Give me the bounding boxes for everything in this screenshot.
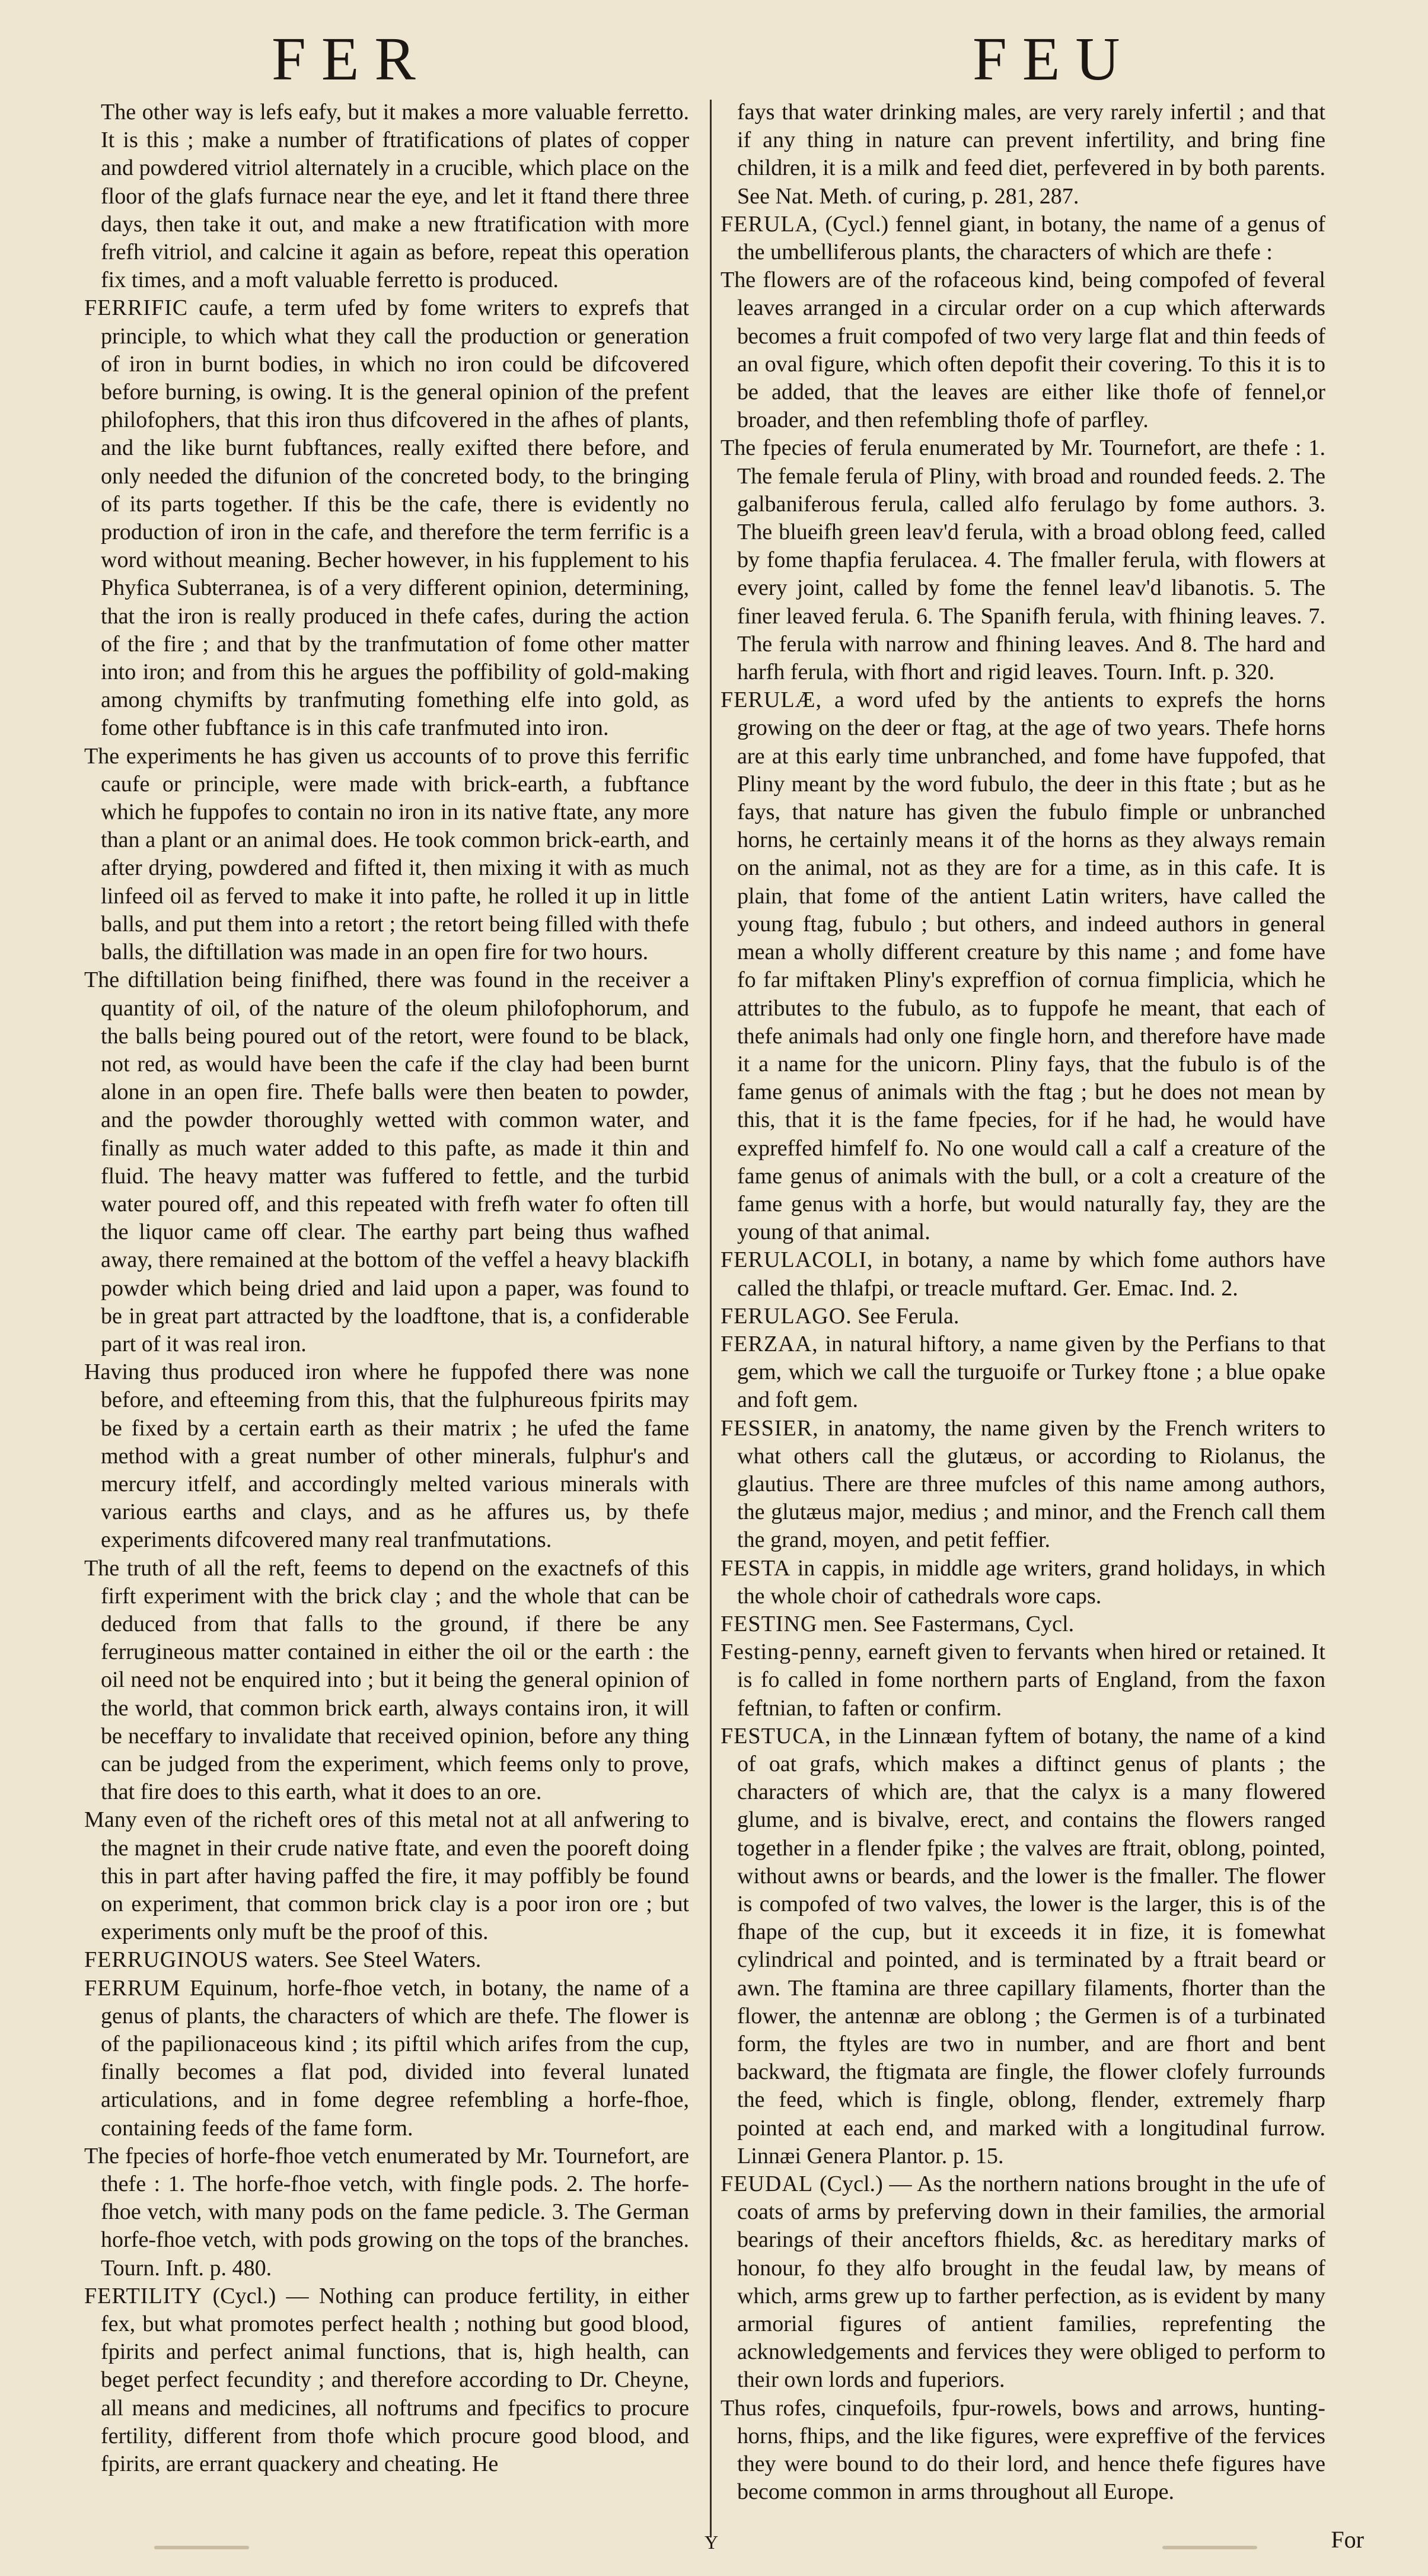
entry-paragraph (84, 2142, 689, 2282)
dictionary-entry (721, 1415, 1325, 1555)
entry-headword: FERZAA, (721, 1331, 818, 1357)
entry-text: men. See Fastermans, Cycl. (823, 1611, 1075, 1636)
catchword: For (1331, 2526, 1364, 2553)
entry-headword: Festing-penny, (721, 1639, 862, 1665)
dictionary-entry (721, 1246, 1325, 1302)
entry-text: in anatomy, the name given by the French writers to what others call the glutæus, or according to Riolanus, the glautius. There are three mufcles of this name among authors, the glutæus major, medius ; and minor, and the French call them the grand, moyen, and petit feffier. (737, 1415, 1325, 1553)
entry-text: in the Linnæan fyftem of botany, the name of a kind of oat grafs, which makes a diftinct genus of plants ; the characters of which are, that the calyx is a many flowered glume, and is bivalve, erect, and contains the flowers ranged together in a flender fpike ; the valves are ftrait, oblong, pointed, without awns or beards, and the lower is the fmaller. The flower is compofed of two valves, the lower is the larger, this is of the fhape of the cup, but it exceeds it in fize, it is fomewhat cylindrical and pointed, and is terminated by a ftrait beard or awn. The ftamina are three capillary filaments, fhorter than the flower, the antennæ are oblong ; the Germen is of a turbinated form, the ftyles are two in number, and are fhort and bent backward, the ftigmata are fingle, the flower clofely furrounds the feed, which is fingle, oblong, flender, extremely fharp pointed at each end, and marked with a longitudinal furrow. Linnæi Genera Plantor. p. 15. (737, 1723, 1325, 2169)
dictionary-entry (721, 1722, 1325, 2170)
entry-text: in cappis, in middle age writers, grand holidays, in which the whole choir of cathedrals wore caps. (737, 1555, 1325, 1609)
dictionary-entry (84, 2282, 689, 2478)
entry-text: Many even of the richeft ores of this metal not at all anfwering to the magnet in their crude native ftate, and even the pooreft doing this in part after having paffed the fire, it may poffibly be found on experiment, that common brick clay is a poor iron ore ; but experiments only muft be the proof of this. (84, 1807, 689, 1945)
entry-text: The fpecies of horfe-fhoe vetch enumerated by Mr. Tournefort, are thefe : 1. The horfe-fhoe vetch, with fingle pods. 2. The horfe-fhoe vetch, with many pods on the fame pedicle. 3. The German horfe-fhoe vetch, with pods growing on the tops of the branches. Tourn. Inft. p. 480. (84, 2143, 689, 2281)
entry-text: fays that water drinking males, are very rarely infertil ; and that if any thing in nature can prevent infertility, and bring fine children, it is a milk and feed diet, perfevered in by both parents. See Nat. Meth. of curing, p. 281, 287. (737, 100, 1325, 209)
entry-headword: FERULA, (721, 211, 818, 237)
entry-paragraph (721, 266, 1325, 434)
entry-headword: FERULAGO. (721, 1303, 852, 1329)
entry-paragraph (84, 966, 689, 1358)
dictionary-entry (721, 686, 1325, 1246)
entry-text: The fpecies of ferula enumerated by Mr. Tournefort, are thefe : 1. The female ferula of Pliny, with broad and rounded feeds. 2. The galbaniferous ferula, called alfo ferulago by fome authors. 3. The blueifh green leav'd ferula, with a broad oblong feed, called by fome thapfia ferulacea. 4. The fmaller ferula, with flowers at every joint, called by fome the fennel leav'd libanotis. 5. The finer leaved ferula. 6. The Spanifh ferula, with fhining leaves. 7. The ferula with narrow and fhining leaves. And 8. The hard and harfh ferula, with fhort and rigid leaves. Tourn. Inft. p. 320. (721, 435, 1325, 685)
entry-text: (Cycl.) fennel giant, in botany, the name of a genus of the umbelliferous plants, the characters of which are thefe : (737, 211, 1325, 265)
fold-mark: Y (705, 2532, 719, 2553)
entry-text: (Cycl.) — Nothing can produce fertility, in either fex, but what promotes perfect health ; nothing but good blood, fpirits and perfect animal functions, that is, high health, can beget perfect fecundity ; and therefore according to Dr. Cheyne, all means and medicines, all noftrums and fpecifics to procure fertility, different from thofe which procure good blood, and fpirits, are errant quackery and cheating. He (101, 2283, 689, 2477)
dictionary-entry (84, 1946, 689, 1974)
dictionary-entry (84, 294, 689, 742)
entry-paragraph (84, 1806, 689, 1946)
entry-paragraph (84, 98, 689, 294)
entry-headword: FERRIFIC (84, 295, 189, 321)
dictionary-entry (721, 2170, 1325, 2394)
entry-headword: FESTA (721, 1555, 791, 1581)
entry-headword: FESSIER, (721, 1415, 819, 1441)
entry-paragraph (721, 98, 1325, 211)
entry-text: Having thus produced iron where he fuppofed there was none before, and efteeming from this, that the fulphureous fpirits may be fixed by a certain earth as their matrix ; he ufed the fame method with a great number of other minerals, fulphur's and mercury itfelf, and accordingly melted various minerals with various earths and clays, and as he affures us, by thefe experiments difcovered many real tranfmutations. (84, 1359, 689, 1553)
entry-text: earneft given to fervants when hired or retained. It is fo called in fome northern parts of England, from the faxon feftnian, to faften or confirm. (737, 1639, 1325, 1721)
entry-text: The other way is lefs eafy, but it makes a more valuable ferretto. It is this ; make a number of ftratifications of plates of copper and powdered vitriol alternately in a crucible, which place on the floor of the glafs furnace near the eye, and let it ftand there three days, then take it out, and make a new ftratification with more frefh vitriol, and calcine it again as before, repeat this operation fix times, and a moft valuable ferretto is produced. (101, 100, 689, 293)
running-head-left: FER (272, 25, 431, 93)
entry-text: The diftillation being finifhed, there was found in the receiver a quantity of oil, of the nature of the oleum philofophorum, and the balls being poured out of the retort, were found to be black, not red, as would have been the cafe if the clay had been burnt alone in an open fire. Thefe balls were then beaten to powder, and the powder thoroughly wetted with common water, and finally as much water added to this pafte, as made it thin and fluid. The heavy matter was fuffered to fettle, and the turbid water poured off, and this repeated with frefh water fo often till the liquor came off clear. The earthy part being thus wafhed away, there remained at the bottom of the veffel a heavy blackifh powder which being dried and laid upon a paper, was found to be in great part attracted by the loadftone, that is, a confiderable part of it was real iron. (84, 967, 689, 1357)
dictionary-entry (721, 1610, 1325, 1638)
left-column (84, 98, 689, 2478)
entry-headword: FEUDAL (721, 2171, 814, 2197)
print-smudge (154, 2546, 249, 2549)
entry-headword: FESTUCA, (721, 1723, 831, 1749)
entry-paragraph (84, 743, 689, 967)
entry-text: Equinum, horfe-fhoe vetch, in botany, the name of a genus of plants, the characters of which are thefe. The flower is of the papilionaceous kind ; its piftil which arifes from the cup, finally becomes a flat pod, divided into feveral lunated articulations, and in fome degree refembling a horfe-fhoe, containing feeds of the fame form. (101, 1975, 689, 2141)
entry-text: The flowers are of the rofaceous kind, being compofed of feveral leaves arranged in a circular order on a cup which afterwards becomes a fruit compofed of two very large flat and thin feeds of an oval figure, which often depofit their covering. To this it is to be added, that the leaves are either like thofe of fennel,or broader, and then refembling thofe of parfley. (721, 268, 1325, 433)
entry-paragraph (84, 1555, 689, 1807)
entry-headword: FERULÆ, (721, 687, 822, 713)
entry-text: in botany, a name by which fome authors have called the thlafpi, or treacle muftard. Ger. Emac. Ind. 2. (737, 1247, 1325, 1301)
print-smudge (1162, 2546, 1257, 2549)
entry-text: See Ferula. (858, 1303, 960, 1329)
entry-headword: FERULACOLI, (721, 1247, 874, 1273)
column-divider (710, 100, 712, 2537)
running-head-right: FEU (973, 25, 1136, 93)
entry-text: waters. See Steel Waters. (254, 1947, 482, 1973)
dictionary-entry (721, 1330, 1325, 1415)
entry-paragraph (721, 434, 1325, 686)
entry-paragraph (84, 1358, 689, 1554)
dictionary-entry (721, 1555, 1325, 1610)
entry-text: The truth of all the reft, feems to depend on the exactnefs of this firft experiment with the brick clay ; and the whole that can be deduced from that falls to the ground, if there be any ferrugineous matter contained in either the oil or the earth : the oil need not be enquired into ; but it being the general opinion of the world, that common brick earth, always contains iron, it will be neceffary to invalidate that received opinion, before any thing can be judged from the experiment, which feems only to prove, that fire does to this earth, what it does to an ore. (84, 1555, 689, 1805)
entry-text: caufe, a term ufed by fome writers to exprefs that principle, to which what they call the production or generation of iron in burnt bodies, in which no iron could be difcovered before burning, is owing. It is the general opinion of the prefent philofophers, that this iron thus difcovered in the afhes of plants, and the like burnt fubftances, really exifted there before, and only needed the difunion of the concreted body, to the bringing of its parts together. If this be the cafe, there is evidently no production of iron in the cafe, and therefore the term ferrific is a word without meaning. Becher however, in his fupplement to his Phyfica Subterranea, is of a very different opinion, determining, that the iron is really produced in thefe cafes, during the action of the fire ; and that by the tranfmutation of fome other matter into iron; and from this he argues the poffibility of gold-making among chymifts by tranfmuting fomething elfe into gold, as fome other fubftance is in this cafe tranfmuted into iron. (101, 295, 689, 741)
entry-text: Thus rofes, cinquefoils, fpur-rowels, bows and arrows, hunting-horns, fhips, and the like figures, were expreffive of the fervices they were bound to do their lord, and hence thefe figures have become common in arms throughout all Europe. (721, 2395, 1325, 2505)
entry-text: (Cycl.) — As the northern nations brought in the ufe of coats of arms by preferving down in their families, the armorial bearings of their anceftors fhields, &c. as hereditary marks of honour, fo they alfo brought in the feudal law, by means of which, arms grew up to farther perfection, as is evident by many armorial figures of antient families, reprefenting the acknowledgements and fervices they were obliged to perform to their own lords and fuperiors. (737, 2171, 1325, 2393)
entry-headword: FERTILITY (84, 2283, 203, 2308)
dictionary-entry (721, 1638, 1325, 1722)
entry-headword: FESTING (721, 1611, 818, 1636)
entry-text: in natural hiftory, a name given by the Perfians to that gem, which we call the turguoife or Turkey ftone ; a blue opake and foft gem. (737, 1331, 1325, 1413)
entry-headword: FERRUM (84, 1975, 181, 2001)
entry-text: The experiments he has given us accounts of to prove this ferrific caufe or principle, were made with brick-earth, a fubftance which he fuppofes to contain no iron in its native ftate, any more than a plant or an animal does. He took common brick-earth, and after drying, powdered and fifted it, then mixing it with as much linfeed oil as ferved to make it into pafte, he rolled it up in little balls, and put them into a retort ; the retort being filled with thefe balls, the diftillation was made in an open fire for two hours. (84, 743, 689, 965)
entry-headword: FERRUGINOUS (84, 1947, 249, 1973)
dictionary-entry (721, 1303, 1325, 1330)
dictionary-entry (721, 211, 1325, 266)
entry-paragraph (721, 2394, 1325, 2507)
right-column (721, 98, 1325, 2506)
entry-text: a word ufed by the antients to exprefs the horns growing on the deer or ftag, at the age of two years. Thefe horns are at this early time unbranched, and fome have fuppofed, that Pliny meant by the word fubulo, the deer in this ftate ; but as he fays, that nature has given the fubulo fimple or unbranched horns, he certainly means it of the horns as they always remain on the animal, not as they are for a time, as in this cafe. It is plain, that fome of the antient Latin writers, have called the young ftag, fubulo ; but others, and indeed authors in general mean a wholly different creature by this name ; and fome have fo far miftaken Pliny's expreffion of cornua fimplicia, which he attributes to the fubulo, as to fuppofe he meant, that each of thefe animals had only one fingle horn, and therefore have made it a name for the unicorn. Pliny fays, that the fubulo is of the fame genus of animals with the ftag ; but he does not mean by this, that it is the fame fpecies, for if he had, he would have expreffed himfelf fo. No one would call a calf a creature of the fame genus of animals with the bull, or a colt a creature of the fame genus with a horfe, but would naturally fay, they are the young of that animal. (737, 687, 1325, 1245)
dictionary-entry (84, 1975, 689, 2142)
